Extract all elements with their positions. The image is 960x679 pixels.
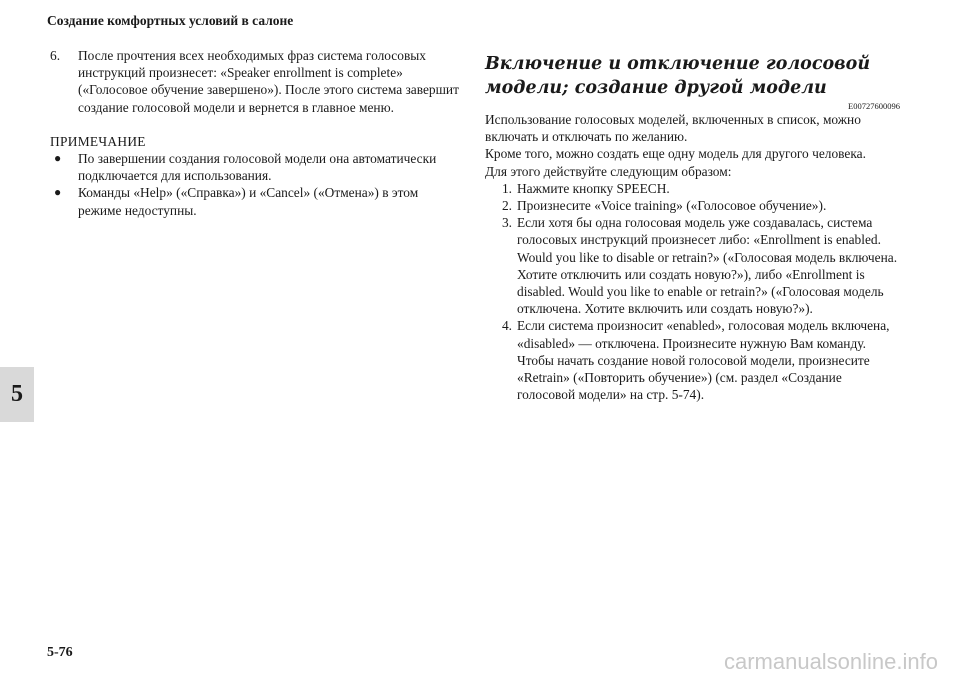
step-item bbox=[485, 317, 900, 403]
step-text bbox=[517, 317, 900, 403]
note-heading: ПРИМЕЧАНИЕ bbox=[50, 133, 146, 149]
section-code: E00727600096 bbox=[848, 101, 900, 111]
list-item-6 bbox=[50, 47, 460, 116]
intro-paragraph: Для этого действуйте следующим образом: bbox=[485, 163, 732, 179]
page-number: 5-76 bbox=[47, 645, 73, 660]
item-text: После прочтения всех необходимых фраз система голосовых инструкций произнесет: «Speaker enrollment is complete» («Голосовое обучение завершено»). После этого система завершит создание голосовой модели и вернется в главное меню. bbox=[78, 48, 459, 115]
intro-paragraph: Кроме того, можно создать еще одну модель для другого человека. bbox=[485, 146, 866, 162]
step-item bbox=[485, 180, 900, 197]
step-number: 3. bbox=[501, 215, 512, 231]
step-number: 4. bbox=[501, 318, 512, 334]
step-item bbox=[485, 214, 900, 317]
right-column bbox=[485, 52, 900, 403]
left-column bbox=[50, 47, 460, 219]
watermark: carmanualsonline.info bbox=[723, 649, 938, 674]
step-text-part: Если система произносит «enabled», голосовая модель включена, «disabled» — отключена. Произнесите нужную Вам команду. bbox=[517, 318, 890, 351]
bullet-icon: ● bbox=[54, 185, 62, 200]
chapter-tab: 5 bbox=[0, 367, 34, 422]
bullet-icon: ● bbox=[54, 151, 62, 166]
note-bullet-text: По завершении создания голосовой модели она автоматически подключается для использования. bbox=[78, 151, 437, 184]
step-text: Если хотя бы одна голосовая модель уже создавалась, система голосовых инструкций произнесет либо: «Enrollment is enabled. Would you like to disable or retrain?» («Голосовая модель включена. Хотите отключить или создать новую?»), либо «Enrollment is disabled. Would you like to enable or retrain?» («Голосовая модель отключена. Хотите включить или создать новую?»). bbox=[517, 215, 898, 317]
steps-list bbox=[485, 180, 900, 404]
running-header: Создание комфортных условий в салоне bbox=[47, 13, 294, 28]
note-bullet bbox=[50, 184, 460, 218]
step-text-part: Чтобы начать создание новой голосовой модели, произнесите «Retrain» («Повторить обучение») (см. раздел «Создание голосовой модели» на стр. 5-74). bbox=[517, 352, 870, 403]
intro-paragraph: Использование голосовых моделей, включенных в список, можно включать и отключать по желанию. bbox=[485, 112, 861, 145]
note-bullet-text: Команды «Help» («Справка») и «Cancel» («Отмена») в этом режиме недоступны. bbox=[78, 185, 419, 218]
section-title: Включение и отключение голосовой модели; создание другой модели bbox=[485, 54, 871, 98]
step-number: 2. bbox=[501, 198, 512, 214]
step-text: Произнесите «Voice training» («Голосовое обучение»). bbox=[517, 198, 827, 214]
item-number: 6. bbox=[50, 48, 61, 63]
step-number: 1. bbox=[501, 180, 512, 196]
step-text: Нажмите кнопку SPEECH. bbox=[517, 180, 670, 196]
note-bullet bbox=[50, 150, 460, 184]
step-item bbox=[485, 197, 900, 214]
